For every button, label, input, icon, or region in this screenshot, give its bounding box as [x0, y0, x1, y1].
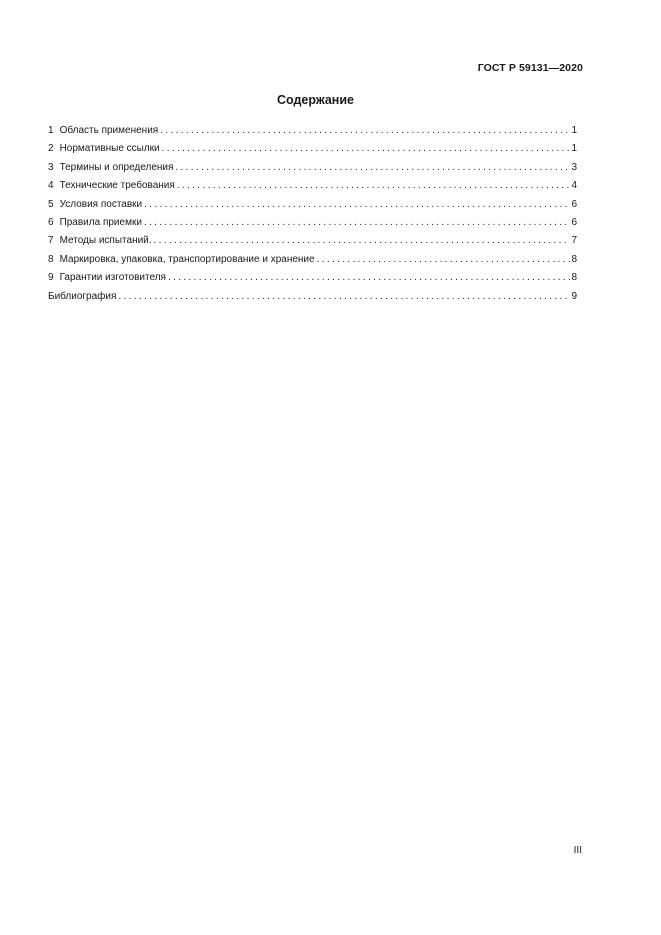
page-title: Содержание — [276, 93, 354, 107]
toc-entry[interactable] — [48, 214, 577, 232]
toc-entry-title: Библиография — [48, 290, 117, 302]
toc-leader-dots — [175, 177, 571, 195]
toc-entry-bibliography[interactable] — [48, 288, 577, 306]
toc-entry-title: Область применения — [59, 125, 159, 136]
toc-entry[interactable] — [48, 122, 577, 140]
toc-leader-dots — [173, 159, 570, 177]
toc-entry[interactable] — [48, 177, 577, 195]
toc-entry-number: 7 — [48, 235, 54, 247]
toc-entry-title: Термины и определения — [59, 161, 174, 173]
toc-entry-page: 6 — [571, 216, 577, 228]
toc-entry-number: 2 — [48, 143, 54, 155]
toc-entry-page: 7 — [571, 235, 577, 247]
toc-entry-title: Правила приемки — [59, 216, 142, 228]
toc-entry[interactable] — [48, 232, 577, 250]
document-code: ГОСТ Р 59131—2020 — [477, 62, 583, 74]
toc-entry-page: 1 — [571, 143, 577, 155]
toc-entry-number: 1 — [48, 125, 54, 136]
toc-entry-page: 9 — [571, 290, 577, 302]
toc-entry-number: 4 — [48, 180, 54, 192]
toc-leader-dots — [160, 140, 571, 158]
toc-entry-number: 6 — [48, 216, 54, 228]
toc-entry-title: Гарантии изготовителя — [59, 272, 166, 284]
toc-leader-dots — [142, 196, 570, 214]
toc-entry[interactable] — [48, 159, 577, 177]
toc-entry[interactable] — [48, 251, 577, 269]
toc-entry[interactable] — [48, 140, 577, 158]
toc-entry-page: 3 — [571, 161, 577, 173]
table-of-contents — [48, 122, 577, 306]
toc-entry-page: 1 — [571, 125, 577, 136]
toc-entry-number: 3 — [48, 161, 54, 173]
toc-entry[interactable] — [48, 269, 577, 287]
toc-entry-page: 8 — [571, 272, 577, 284]
toc-entry[interactable] — [48, 196, 577, 214]
toc-entry-page: 8 — [571, 253, 577, 265]
toc-entry-title: Нормативные ссылки — [59, 143, 160, 155]
toc-leader-dots — [142, 214, 571, 232]
toc-leader-dots — [166, 269, 570, 287]
toc-leader-dots — [152, 232, 571, 250]
toc-entry-page: 4 — [571, 180, 577, 192]
toc-leader-dots — [315, 251, 571, 269]
toc-entry-number: 8 — [48, 253, 54, 265]
toc-leader-dots — [158, 122, 570, 140]
page-number: III — [573, 845, 582, 856]
toc-leader-dots — [116, 288, 570, 306]
toc-entry-title: Маркировка, упаковка, транспортирование и хранение — [59, 253, 315, 265]
toc-entry-number: 9 — [48, 272, 54, 284]
toc-entry-page: 6 — [571, 198, 577, 210]
toc-entry-title: Технические требования — [59, 180, 175, 192]
toc-entry-number: 5 — [48, 198, 54, 210]
toc-entry-title: Условия поставки — [59, 198, 143, 210]
toc-entry-title: Методы испытаний. — [59, 235, 152, 247]
